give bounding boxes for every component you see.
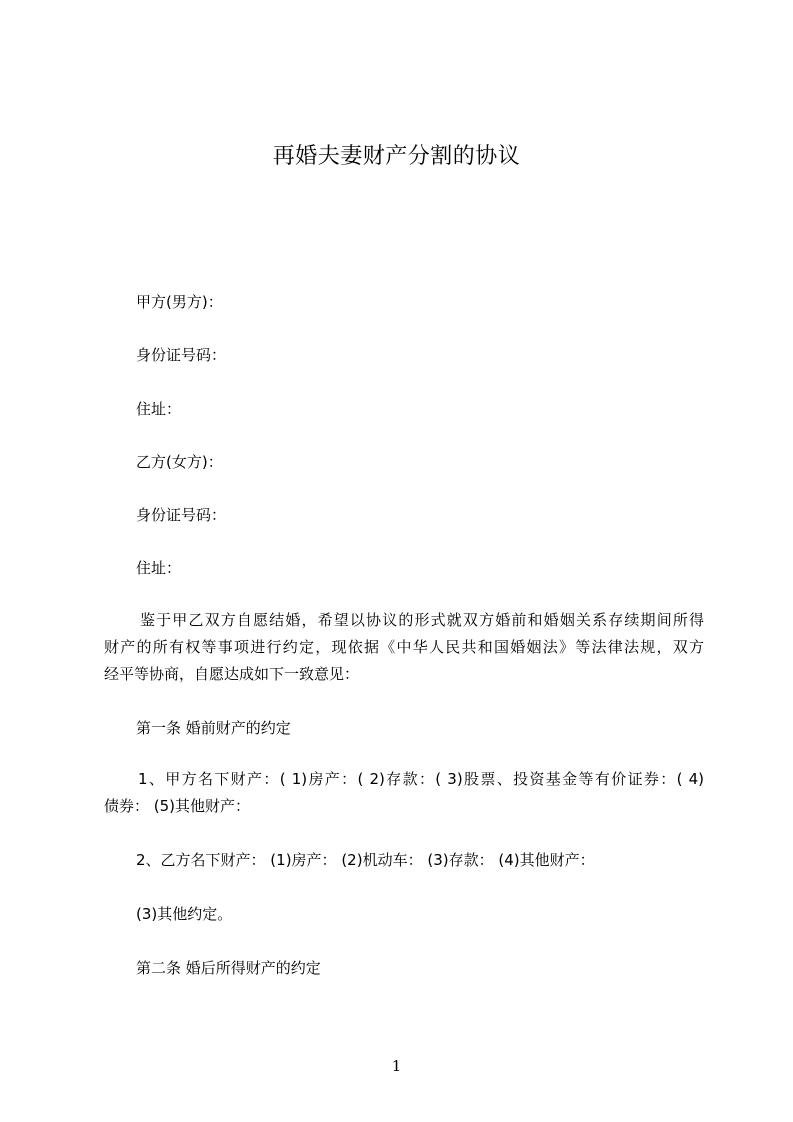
party-b-label: 乙方(女方)： <box>136 453 223 471</box>
article-2-heading: 第二条 婚后所得财产的约定 <box>136 959 321 977</box>
preamble-line-2: 财产的所有权等事项进行约定，现依据《中华人民共和国婚姻法》等法律法规，双方 <box>104 638 704 656</box>
preamble-line-3: 经平等协商，自愿达成如下一致意见： <box>104 665 360 683</box>
article-1-item-1-line-1: 1、甲方名下财产：( 1)房产：( 2)存款：( 3)股票、投资基金等有价证券：( 4) <box>138 770 704 788</box>
article-1-item-1-line-2: 债券： (5)其他财产： <box>104 797 251 815</box>
article-1-item-1 <box>104 766 704 820</box>
preamble-line-1: 鉴于甲乙双方自愿结婚，希望以协议的形式就双方婚前和婚姻关系存续期间所得 <box>140 611 704 629</box>
page-number: 1 <box>391 1057 402 1075</box>
party-a-id-label: 身份证号码： <box>136 346 227 364</box>
preamble-paragraph <box>104 607 704 688</box>
party-a-address-label: 住址： <box>136 400 182 418</box>
article-1-item-3: (3)其他约定。 <box>136 905 233 923</box>
party-b-address-label: 住址： <box>136 559 182 577</box>
article-1-item-2: 2、乙方名下财产： (1)房产： (2)机动车： (3)存款： (4)其他财产： <box>136 851 595 869</box>
document-title: 再婚夫妻财产分割的协议 <box>272 144 521 169</box>
party-b-id-label: 身份证号码： <box>136 506 227 524</box>
article-1-heading: 第一条 婚前财产的约定 <box>136 719 291 737</box>
party-a-label: 甲方(男方)： <box>136 293 223 311</box>
